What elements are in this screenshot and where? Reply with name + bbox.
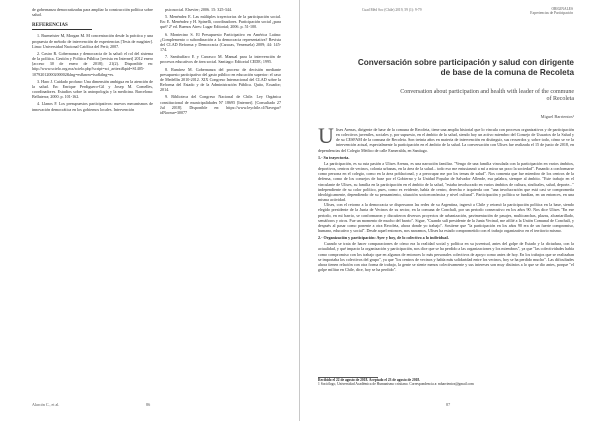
article-title: Conversación sobre participación y salud con dirigente de base de la comuna de Recoleta [357, 58, 574, 77]
footnotes [318, 378, 574, 387]
references-heading: REFERENCIAS [32, 23, 92, 30]
page-number: 87 [446, 402, 451, 407]
intro-paragraph: lises Arenas, dirigente de base de la comuna de Recoleta, tiene una amplia historial que lo vincula con procesos organizativos y de participación en colectivos juveniles, sociales y, por supuesto, en el ámbito de la salud, siendo hoy un activo miembro del Consejo de Usuarios de la Salud y de su CESFAM de la comuna de Recoleta. Son treinta años en materia de intervención en distinguir, sus recuerdos y, sobre todo, cómo se ve la intervención actual, especialmente la participación en el ámbito de la salud. La conversación con Ulises fue realizada el 15 de junio de 2018, en dependencias del Colegio Médico de calle Esmeralda, en Santiago. [318, 127, 574, 153]
drop-cap: U [318, 123, 334, 148]
body-paragraph: Cuando se trata de hacer comparaciones de cómo era la realidad social y política en su juventud, antes del golpe de Estado y la dictadura, con la actualidad, y qué impacto la organización y participación, nos dice que se ha perdido a las organizaciones y los miembros", ya que "las colectividades había como compromiso con los trabajo que en algunos de entonces lo más personales colectivos de apoyo como antes de hoy. En los trabajos que se realizaban se importaba los colectivos del grupo", ya que "los centros de vecinos y había más solidaridad entre los vecinos, hoy se ha perdido mucho". Las dificultades ahora tienen relación con otra forma de trabajo, la gente se siente menos colectivamente y sus intereses son muy distintos a lo que se dio antes, porque "el golpe militar en Chile, dice, hoy se ha perdido". [318, 241, 574, 273]
reference-item: 5. Menéndez E. Las múltiples trayectorias de la participación social. En: E. Menéndez y H. Spinelli, coordinadores. Participación social ¿para qué? 2ª ed. Buenos Aires: Lugar Editorial; 2006. p. 51-100. [160, 14, 281, 30]
article-title-english: Conversation about participation and health with leader of the commune of Recoleta [400, 89, 574, 103]
reference-item: 9. Biblioteca del Congreso Nacional de Chile. Ley Orgánica constitucional de municipalidades Nº 18695 [Internet]. [Consultado 27 Jul 2018]. Disponible en: https://www.leychile.cl/Navegar?idNorma=30077 [160, 94, 281, 115]
received-date-note: Recibido el 22 de agosto de 2018. Aceptado el 23 de agosto de 2018. [318, 378, 421, 382]
running-footer: Alarcón C., et al. [32, 402, 60, 407]
article-body [318, 123, 574, 273]
author-name: Miguel Barrientos¹ [540, 114, 574, 119]
reference-item: 2. Castro R. Gobernanza y democracia de la salud: el rol del sistema de la política. Gestión y Política Pública [revista en Internet] 2012 enero [acceso 30 de enero de 2018]; 21(2). Disponible en: http://www.scielo.org.mx/scielo.php?script=sci_arttext&pid=S1405-10792012000200002&lng=es&nrm=iso&tlng=es. [32, 50, 153, 77]
left-column-1 [32, 7, 153, 114]
reference-item: 3. Haro J. Cuidado profano: Una dimensión ambigua en la atención de la salud. En: Enrique Perdiguero-Gil y Josep M. Comelles, coordinadores. Estudios sobre la antropología y la medicina. Barcelona: Bellaterra; 2000. p. 101-162. [32, 78, 153, 100]
reference-item: 1. Burmeister M, Morgan M. M concentración desde la práctica y una propuesta de método de intervención de experiencias [Tesis de magíster]. Lima: Universidad Nacional Católica del Perú; 2007. [32, 33, 153, 49]
closing-paragraph: de gobernanza democratizadas para ampliar la construcción política sobre salud. [32, 7, 153, 18]
reference-item: 7. Sambuffaro E y Carrasco M. Manual para la intervención de procesos educativos de área social. Santiago: Editorial CEDE; 1995. [160, 54, 281, 65]
section-heading: 1.- Su trayectoria. [318, 154, 350, 160]
section-tag [530, 7, 573, 16]
right-page [300, 0, 600, 421]
reference-item: 8. Ramírez M. Gobernanza del proceso de decisión mediante presupuesto participativo del gasto público en educación superior: el caso de Medellín 2010-2012. XIX Congreso Internacional del CLAD sobre la Reforma del Estado y de la Administración Pública. Quito, Ecuador; 2014. [160, 66, 281, 93]
body-paragraph: La participación, es su ruta pasión a Ulises Arenas, es una narración familiar. "Vengo de una familia vinculada con la participación en varios ámbitos, deportivos, centros de vecinos, colonia urbanas, en la área de la salud... todo eso me entusiasmó a mí a mirar un poco la sociedad". Pasando a conformarse como persona en el colegio, como en la área poblacional, y a preocupar me por los temas de salud". Nos comenta que fue miembro de los centros de la defensa, como de los consejos de base por el Gobierno y la Unidad Popular de Salvador Allende, esa palabra, siempre al ámbito. "Este trabajo en el vinculante de Ulises, su familia en la participación en el ámbito de la salud, "estaba involucrado en varios ámbitos de cultura, sindicales, salud, deporte..." independiente de su color político, pues, como es evidente, había de centro, derecha e izquierda con "una involucración que está casi se comprometía ideológicamente, dependiendo de su pensamiento, situación socioeconómica y nivel cultural". Participación y política se fundían, en un entonces, en una misma actividad. [318, 160, 574, 203]
section-tag-sub: Experiencias de Participación [530, 11, 573, 16]
reference-item: 6. Montecino S. El Presupuesto Participativo en América Latina: ¿Complemento o subordinación a la democracia representativa? Revista del CLAD Reforma y Democracia (Caracas, Venezuela) 2009; 44: 145-174. [160, 31, 281, 53]
left-column-2 [160, 7, 281, 117]
reference-item: psicosocial. Elsevier; 2006. 15: 325-344. [165, 7, 232, 12]
journal-header: Cuad Méd Soc (Chile) 2019, 59 (1): 9-79 [362, 8, 422, 12]
page-number: 86 [146, 402, 151, 407]
section-heading: 2.- Organización y participación: Ayer y hoy, de lo colectivo a lo individual. [318, 235, 449, 241]
author-affiliation-note: 1 Sociólogo, Universidad Académica de Humanismo cristiano. Correspondencia a: mbarrientos@gmail.com [318, 382, 474, 387]
reference-item: 4. Llanos F. Los presupuestos participativos: nuevos mecanismos de innovación democrática en los gobiernos locales. Intervención [32, 101, 153, 112]
section-tag-main: ORIGINALES [551, 7, 573, 11]
body-paragraph: Ulises, con el retorno a la democracia se dispersaron las redes de su Argentina, ingresó a Chile y retomó la participación política en la base, siendo elegido presidente de la Junta de Vecinos de su sector, en la comuna de Conchalí, por un periodo consecutivo en los años 90. Nos dice Ulises "En ese periodo, en mi barrio, se conformaron y discutieron diversos proyectos de urbanización, pavimentación de pasajes, multicanchas, plazas, alcantarillado, semáforos y otros. Fue un momento de mucho del barrio". Sigue, "Cuando salí presidente de la Junta Vecinal, me afilié a la Unión Comunal de Conchalí, y después al pasar como ponente a otra Recoleta, ahora donde yo trabajo". Sostiene que "la participación en los años 90 era de un fuerte compromiso, humano, educativo y social". Desde aquel entonces, nos narramos, Ulises ha estado comprometido con el trabajo organizativo en el territorio mismo. [318, 202, 574, 233]
